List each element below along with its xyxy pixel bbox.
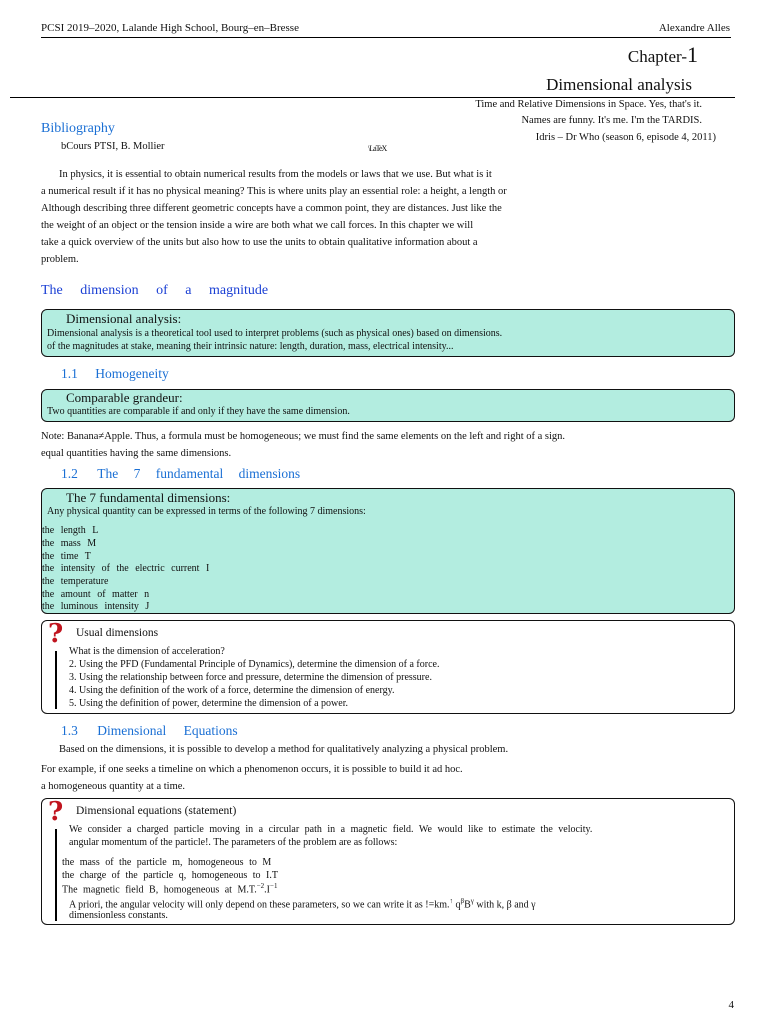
intro-line-3: Although describing three different geometric concepts have a common point, they are distances. Just like the (41, 203, 502, 214)
chapter-label (628, 42, 698, 68)
parameter-item: the charge of the particle q, homogeneous to I.T (62, 870, 278, 881)
exponent: −2 (256, 882, 265, 890)
definition-box-fundamental (41, 488, 735, 614)
question-mark-icon: ? (48, 797, 64, 827)
exponent: −1 (270, 882, 278, 890)
bibliography-entry: bCours PTSI, B. Mollier (61, 141, 165, 152)
subsection-number: 1.2 (61, 466, 78, 481)
chapter-title: Dimensional analysis (546, 75, 692, 94)
chapter-number: 1 (687, 42, 698, 67)
exercise-item: 2. Using the PFD (Fundamental Principle of Dynamics), determine the dimension of a force. (69, 659, 440, 670)
intro-line-5: take a quick overview of the units but also how to use the units to obtain qualitative information about a (41, 237, 478, 248)
intro-line-4: the weight of an object or the tension inside a wire are both what we call forces. In this chapter we will (41, 220, 474, 231)
formula-text: A priori, the angular velocity will only depend on these parameters, so we can write it as !=km. (69, 899, 450, 911)
parameter-text: The magnetic field B, homogeneous at M.T. (62, 884, 257, 896)
subsection-number: 1.3 (61, 723, 78, 738)
subsection-dimensional-equations (61, 723, 238, 739)
exercise-bar (55, 651, 57, 709)
subsection-fundamental (61, 466, 300, 482)
exercise-box-usual-dimensions (41, 620, 735, 714)
definition-title: Comparable grandeur: (66, 390, 183, 405)
formula-text: B (464, 899, 471, 911)
header-left: PCSI 2019–2020, Lalande High School, Bourg–en–Bresse (41, 22, 299, 34)
subsection-title: Homogeneity (95, 366, 169, 381)
dim-eq-line-2: For example, if one seeks a timeline on which a phenomenon occurs, it is possible to build it ad hoc. (41, 764, 463, 775)
exercise-title: Dimensional equations (statement) (76, 805, 237, 817)
exercise-text-line: dimensionless constants. (69, 910, 168, 921)
dim-eq-line-1: Based on the dimensions, it is possible to develop a method for qualitatively analyzing a physical problem. (59, 744, 509, 755)
subsection-title: Dimensional Equations (97, 723, 238, 738)
list-item: the amount of matter n (42, 589, 150, 600)
exercise-item: 5. Using the definition of power, determine the dimension of a power. (69, 698, 348, 709)
exercise-item: 4. Using the definition of the work of a force, determine the dimension of energy. (69, 685, 395, 696)
exercise-text-line: angular momentum of the particle!. The parameters of the problem are as follows: (69, 837, 398, 848)
definition-box-dimensional-analysis (41, 309, 735, 357)
header-rule (41, 37, 731, 38)
exercise-text-line: We consider a charged particle moving in a circular path in a magnetic field. We would like to estimate the velocity. (69, 824, 593, 835)
list-item: the time T (42, 551, 91, 562)
chapter-label-text: Chapter- (627, 47, 687, 66)
list-item: the intensity of the electric current I (42, 563, 210, 574)
exponent: β (460, 897, 465, 905)
exercise-title: Usual dimensions (76, 627, 159, 639)
question-mark-icon: ? (48, 619, 64, 649)
definition-text-line: of the magnitudes at stake, meaning their intrinsic nature: length, duration, mass, electrical intensity... (47, 341, 454, 352)
note-line-2: equal quantities having the same dimensions. (41, 448, 232, 459)
intro-line-2: a numerical result if it has no physical meaning? This is where units play an essential role: a height, a length or (41, 186, 507, 197)
exercise-text-line (69, 897, 536, 910)
exercise-box-dimensional-equations (41, 798, 735, 925)
epigraph-line-2: Names are funny. It's me. I'm the TARDIS. (521, 115, 702, 126)
exercise-item: 3. Using the relationship between force and pressure, determine the dimension of pressure. (69, 672, 432, 683)
exponent: ↑ (449, 897, 454, 905)
parameter-text: .I (264, 884, 271, 896)
epigraph-line-1: Time and Relative Dimensions in Space. Yes, that's it. (475, 99, 702, 110)
section-title: The dimension of a magnitude (41, 283, 269, 298)
latex-mark: \LaTeX (368, 144, 387, 153)
list-item: the mass M (42, 538, 97, 549)
definition-intro: Any physical quantity can be expressed in terms of the following 7 dimensions: (47, 506, 366, 517)
exponent: γ (470, 897, 474, 905)
formula-text: q (453, 899, 461, 911)
page-number: 4 (728, 999, 734, 1011)
exercise-bar (55, 829, 57, 921)
definition-title: Dimensional analysis: (66, 311, 182, 326)
list-item: the luminous intensity J (42, 601, 150, 612)
exercise-item: What is the dimension of acceleration? (69, 646, 225, 657)
bibliography-heading: Bibliography (41, 121, 115, 136)
list-item: the length L (42, 525, 99, 536)
header-right: Alexandre Alles (658, 22, 730, 34)
epigraph-attribution: Idris – Dr Who (season 6, episode 4, 2011) (535, 132, 716, 143)
subsection-homogeneity (61, 366, 169, 382)
subsection-number: 1.1 (61, 366, 78, 381)
definition-title: The 7 fundamental dimensions: (66, 490, 231, 505)
parameter-item (62, 882, 277, 895)
subsection-title: The 7 fundamental dimensions (97, 466, 301, 481)
intro-line-1: In physics, it is essential to obtain numerical results from the models or laws that we use. But what is it (59, 169, 492, 180)
definition-text-line: Dimensional analysis is a theoretical tool used to interpret problems (such as physical ones) based on dimensions. (47, 328, 503, 339)
formula-text: with k, β and γ (473, 899, 536, 911)
note-line-1: Note: Banana≠Apple. Thus, a formula must be homogeneous; we must find the same elements on the left and right of a sign. (41, 431, 566, 442)
parameter-item: the mass of the particle m, homogeneous to M (62, 857, 272, 868)
intro-line-6: problem. (41, 254, 79, 265)
chapter-rule (10, 97, 735, 98)
definition-box-comparable (41, 389, 735, 422)
list-item: the temperature (42, 576, 109, 587)
dim-eq-line-3: a homogeneous quantity at a time. (41, 781, 186, 792)
definition-text-line: Two quantities are comparable if and only if they have the same dimension. (47, 406, 350, 417)
